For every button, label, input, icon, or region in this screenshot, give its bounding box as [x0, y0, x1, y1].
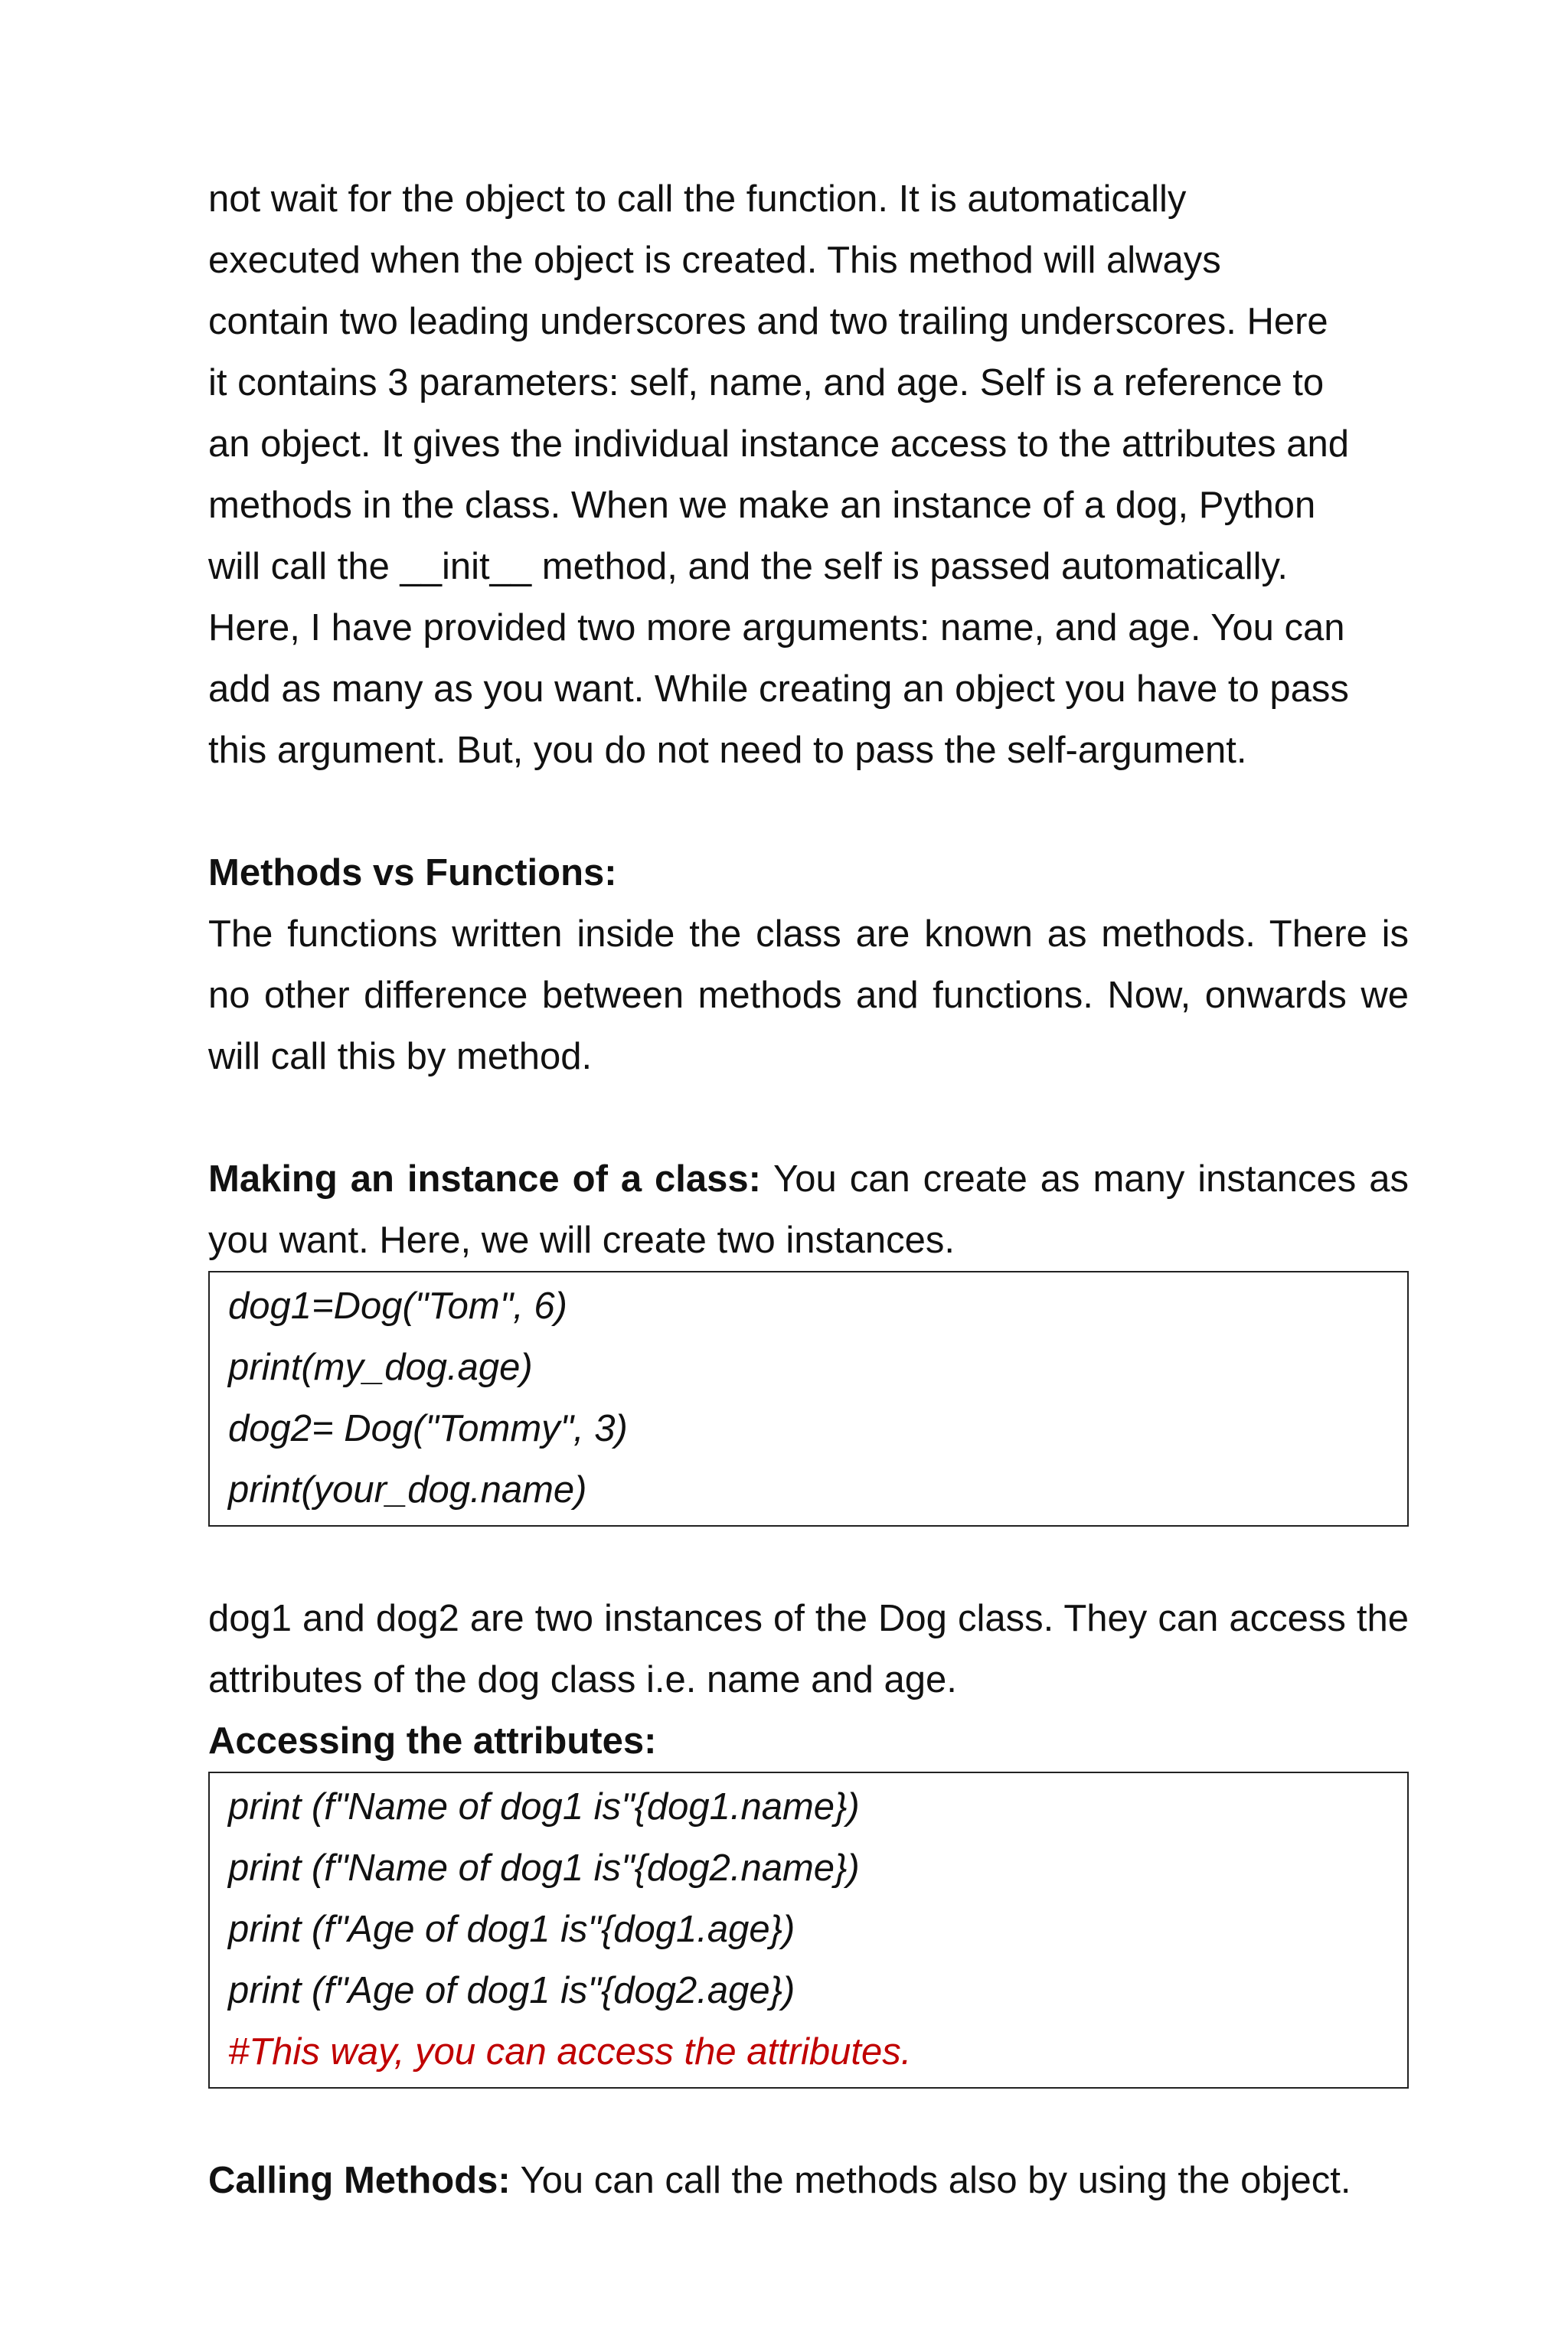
instances-explanation: dog1 and dog2 are two instances of the Dog class. They can access the attributes of the dog class i.e. name and age.	[208, 1598, 1409, 1700]
intro-line-4: it contains 3 parameters: self, name, and age. Self is a reference to	[208, 362, 1325, 403]
intro-line-8: Here, I have provided two more arguments: name, and age. You can	[208, 607, 1345, 648]
document-page	[208, 168, 1409, 2211]
making-instance-body: You can create as many instances as you want. Here, we will create two instances.	[208, 1158, 1409, 1261]
making-instance-paragraph	[208, 1148, 1409, 1271]
code-line: print(your_dog.name)	[228, 1469, 587, 1511]
intro-line-9: add as many as you want. While creating an object you have to pass	[208, 668, 1349, 710]
intro-paragraph	[208, 168, 1409, 781]
intro-line-1: not wait for the object to call the function. It is automatically	[208, 178, 1187, 220]
intro-line-7: will call the __init__ method, and the self is passed automatically.	[208, 546, 1288, 587]
code-block-attributes	[208, 1772, 1409, 2089]
code-line: print (f"Age of dog1 is"{dog2.age})	[228, 1970, 795, 2011]
intro-line-3: contain two leading underscores and two trailing underscores. Here	[208, 301, 1328, 342]
making-instance-heading: Making an instance of a class:	[208, 1158, 761, 1200]
code-comment: #This way, you can access the attributes.	[228, 2031, 912, 2073]
code-block-instances	[208, 1271, 1409, 1527]
methods-vs-functions-heading: Methods vs Functions:	[208, 852, 617, 893]
intro-line-2: executed when the object is created. This method will always	[208, 240, 1221, 281]
accessing-attributes-heading: Accessing the attributes:	[208, 1720, 657, 1762]
calling-methods-heading: Calling Methods:	[208, 2160, 511, 2201]
code-line: print (f"Name of dog1 is"{dog1.name})	[228, 1786, 860, 1828]
intro-line-5: an object. It gives the individual instance access to the attributes and	[208, 423, 1349, 465]
code-line: print (f"Name of dog1 is"{dog2.name})	[228, 1847, 860, 1889]
code-line: dog2= Dog("Tommy", 3)	[228, 1408, 628, 1449]
intro-line-6: methods in the class. When we make an instance of a dog, Python	[208, 485, 1316, 526]
calling-methods-body: You can call the methods also by using the object.	[510, 2160, 1351, 2201]
intro-line-10: this argument. But, you do not need to pass the self-argument.	[208, 730, 1247, 771]
code-line: print(my_dog.age)	[228, 1347, 533, 1388]
code-line: dog1=Dog("Tom", 6)	[228, 1285, 567, 1327]
calling-methods-paragraph	[208, 2150, 1409, 2211]
code-line: print (f"Age of dog1 is"{dog1.age})	[228, 1909, 795, 1950]
methods-vs-functions-body: The functions written inside the class are known as methods. There is no other difference between methods and functions. Now, onwards we will call this by method.	[208, 913, 1409, 1077]
